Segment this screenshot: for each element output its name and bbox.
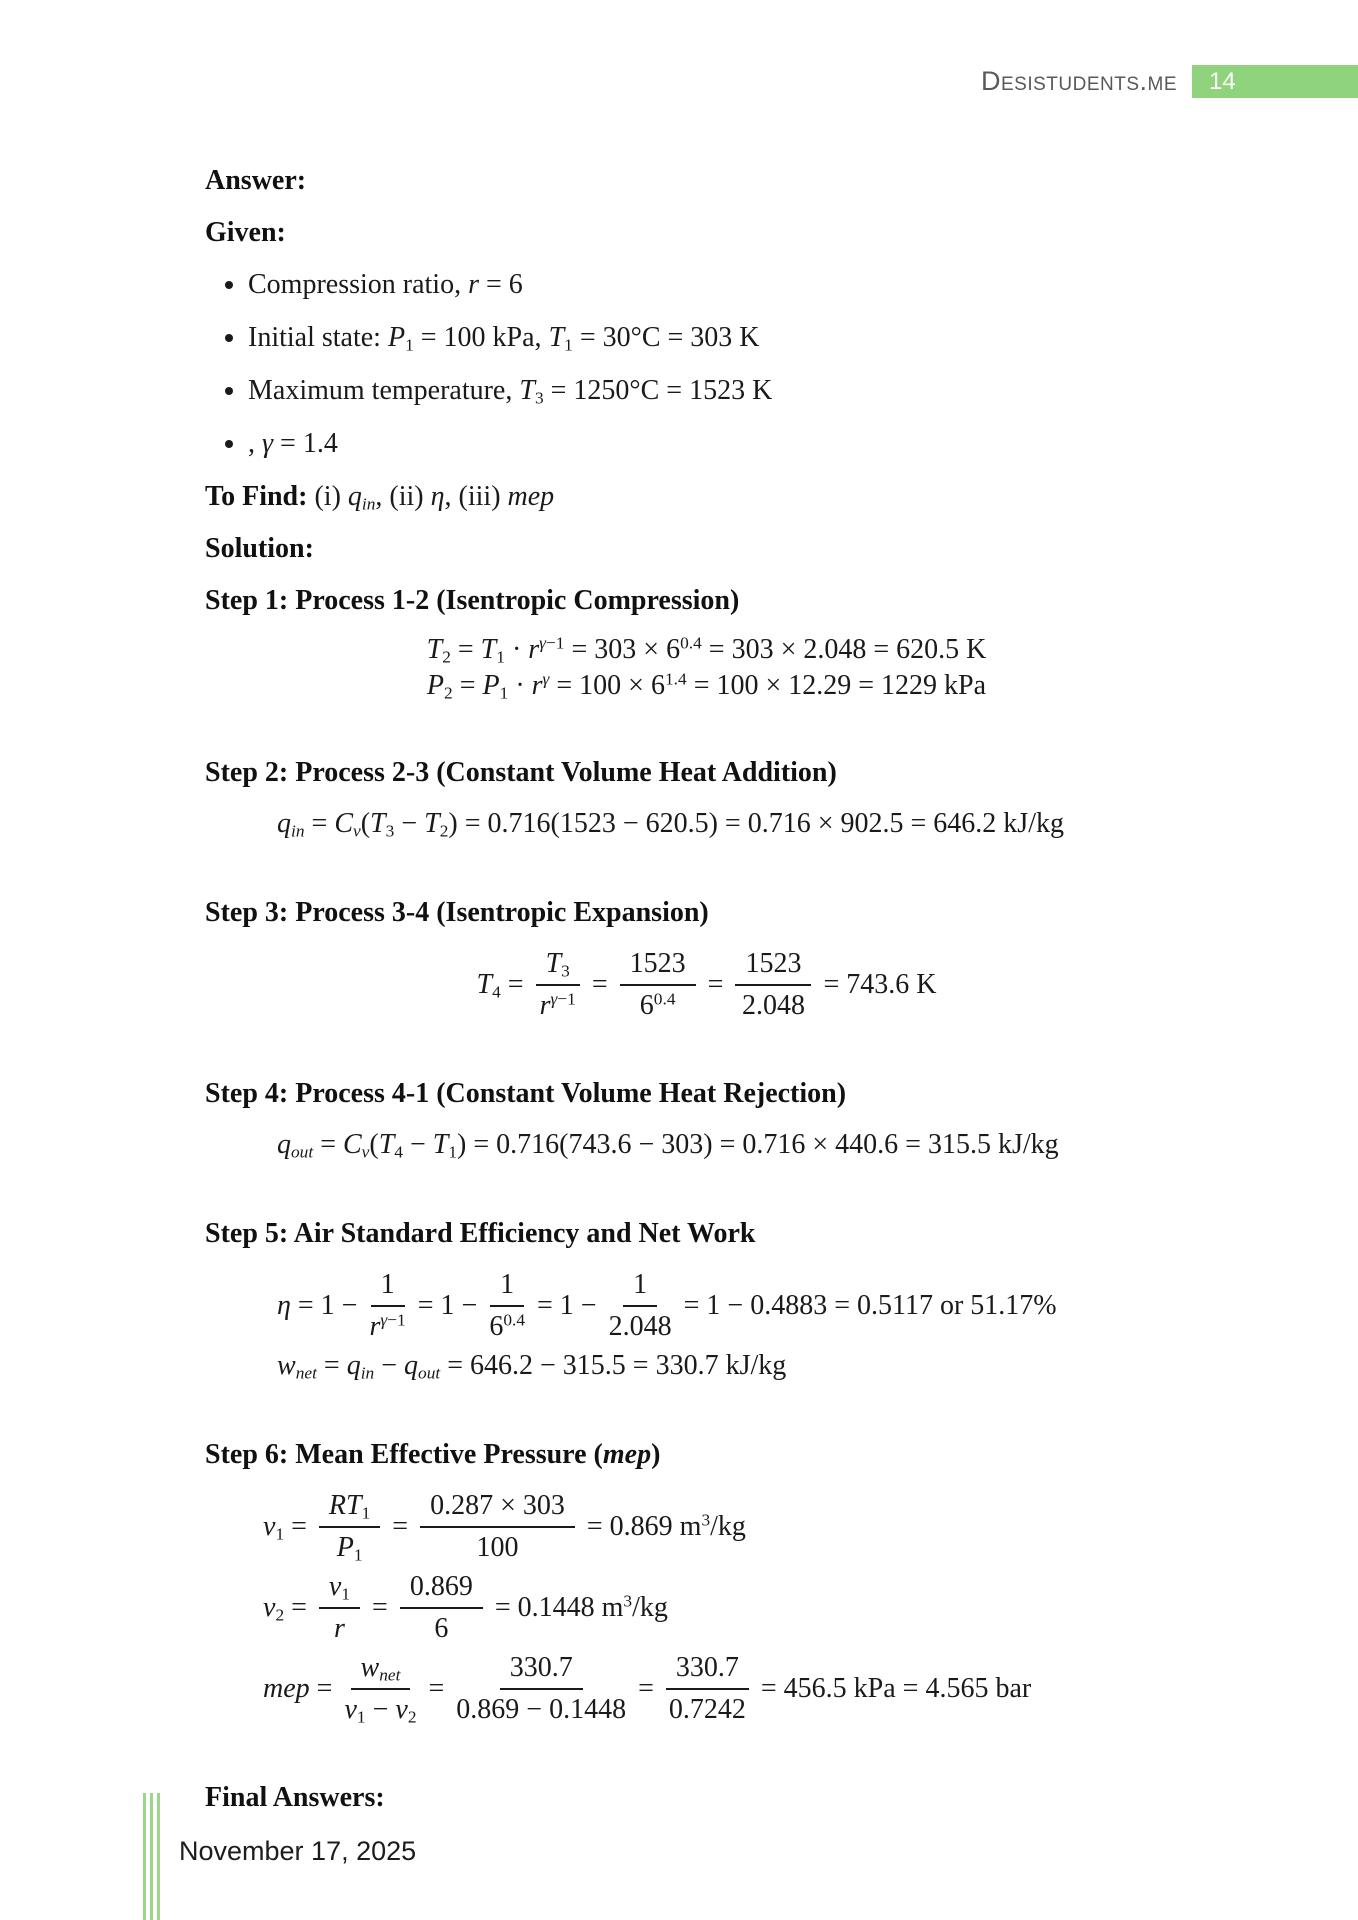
equation-group [205,804,1208,844]
equation-group [205,1265,1208,1386]
equation-line [277,1346,1208,1386]
step-heading: Step 2: Process 2-3 (Constant Volume Heat Addition) [205,757,837,788]
equation-line [205,668,1208,704]
fraction: $\frac{1523}{2.048}$ [735,946,811,1023]
site-name: Desistudents.me [980,66,1177,96]
equation-group [205,1486,1208,1729]
solution-step [205,1438,1208,1729]
equation-text: = [385,1510,416,1542]
accent-line [150,1793,153,1920]
equation-line [263,1567,1208,1648]
solution-step [205,1217,1208,1386]
equation-text: = 743.6 K [816,968,937,1000]
equation-text: $v_1$ = [263,1510,314,1543]
step-heading: Step 6: Mean Effective Pressure (mep) [205,1439,661,1470]
step-heading: Step 1: Process 1-2 (Isentropic Compression) [205,585,740,616]
fraction: $\frac{1523}{6^{0.4}}$ [620,946,696,1023]
given-item-text: , γ = 1.4 [248,428,338,459]
fraction: $\frac{RT_1}{P_1}$ [319,1488,380,1565]
equation-text: $P_2 = P_1 \cdot r^\gamma = 100 \times 6^{1.4} = 100 \times 12.29 = 1229$ kPa [426,669,987,703]
given-item-text: Initial state: $P_1 = 100$ kPa, $T_1 = 30^\circ C = 303$ K [248,322,760,355]
step-heading: Step 4: Process 4-1 (Constant Volume Heat Rejection) [205,1078,847,1109]
equation-text: = 1 − [530,1289,604,1321]
solution-steps [205,584,1208,1729]
fraction: $\frac{1}{r^{\gamma-1}}$ [369,1269,406,1342]
given-heading: Given: [205,217,286,248]
list-item [248,268,1208,302]
solution-step [205,584,1208,704]
equation-text: = 0.869 $m^3/kg$ [579,1509,746,1542]
equation-text: = [421,1672,452,1704]
accent-line [157,1793,160,1920]
fraction: $\frac{0.287 \times 303}{100}$ [420,1488,575,1565]
to-find-items: (i) $q_{in}$, (ii) η, (iii) mep [307,481,555,514]
equation-group [205,632,1208,704]
equation-line [263,1486,1208,1567]
equation-text: = 456.5 kPa = 4.565 bar [753,1672,1032,1704]
equation-line [277,1125,1208,1165]
solution-heading: Solution: [205,533,314,564]
equation-text: = [584,968,615,1000]
fraction: $\frac{v_1}{r}$ [319,1569,360,1646]
equation-text: = [631,1672,661,1704]
equation-text: $v_2$ = [263,1591,314,1624]
step-heading: Step 5: Air Standard Efficiency and Net Work [205,1218,756,1249]
equation-group [205,944,1208,1025]
footer-date: November 17, 2025 [179,1836,417,1866]
equation-text: $T_2 = T_1 \cdot r^{\gamma-1} = 303 \times 6^{0.4} = 303 \times 2.048 = 620.5$ K [426,633,987,667]
list-item [248,374,1208,408]
fraction: $\frac{w_{net}}{v_1 - v_2}$ [344,1652,417,1727]
accent-line [143,1793,146,1920]
fraction: $\frac{1}{2.048}$ [608,1269,672,1342]
fraction: $\frac{330.7}{0.869 - 0.1448}$ [456,1652,627,1725]
list-item [248,321,1208,355]
equation-text: mep = [263,1672,340,1704]
equation-text: $w_{net} = q_{in} - q_{out} = 646.2 - 315.5 = 330.7$ kJ/kg [277,1350,787,1383]
solution-step [205,896,1208,1025]
equation-text: $q_{out} = C_v(T_4 - T_1) = 0.716(743.6 - 303) = 0.716 \times 440.6 = 315.5$ kJ/kg [277,1129,1059,1162]
page-number-bar [1192,65,1358,98]
equation-text: $T_4$ = [476,968,531,1001]
fraction: $\frac{0.869}{6}$ [400,1569,483,1646]
fraction: $\frac{330.7}{0.7242}$ [666,1650,749,1727]
equation-group [205,1125,1208,1165]
solution-step [205,1077,1208,1165]
equation-line [263,1648,1208,1729]
equation-text: = [700,968,731,1000]
given-item-text: Compression ratio, r = 6 [248,269,523,300]
equation-text: = 1 − 0.4883 = 0.5117 or 51.17% [676,1289,1057,1321]
given-item-text: Maximum temperature, $T_3 = 1250^\circ C = 1523$ K [248,375,773,408]
list-item [248,427,1208,461]
equation-line [205,944,1208,1025]
equation-text: = 0.1448 $m^3/kg$ [487,1590,668,1623]
fraction: $\frac{T_3}{r^{\gamma-1}}$ [536,946,580,1023]
to-find-label: To Find: [205,481,308,512]
given-list [205,268,1208,461]
equation-line [277,1265,1208,1346]
equation-text: = [365,1591,395,1623]
to-find-line [205,480,1208,514]
equation-line [277,804,1208,844]
fraction: $\frac{1}{6^{0.4}}$ [489,1269,526,1342]
equation-line [205,632,1208,668]
footer-accent-lines [143,1793,160,1920]
equation-text: = 1 − [410,1289,485,1321]
equation-text: η = 1 − [277,1289,365,1321]
answer-heading: Answer: [205,165,307,196]
final-answers-heading: Final Answers: [205,1782,385,1813]
page-number: 14 [1209,68,1236,95]
step-heading: Step 3: Process 3-4 (Isentropic Expansion) [205,897,709,928]
solution-step [205,756,1208,844]
equation-text: $q_{in} = C_v(T_3 - T_2) = 0.716(1523 - 620.5) = 0.716 \times 902.5 = 646.2$ kJ/kg [277,808,1064,841]
